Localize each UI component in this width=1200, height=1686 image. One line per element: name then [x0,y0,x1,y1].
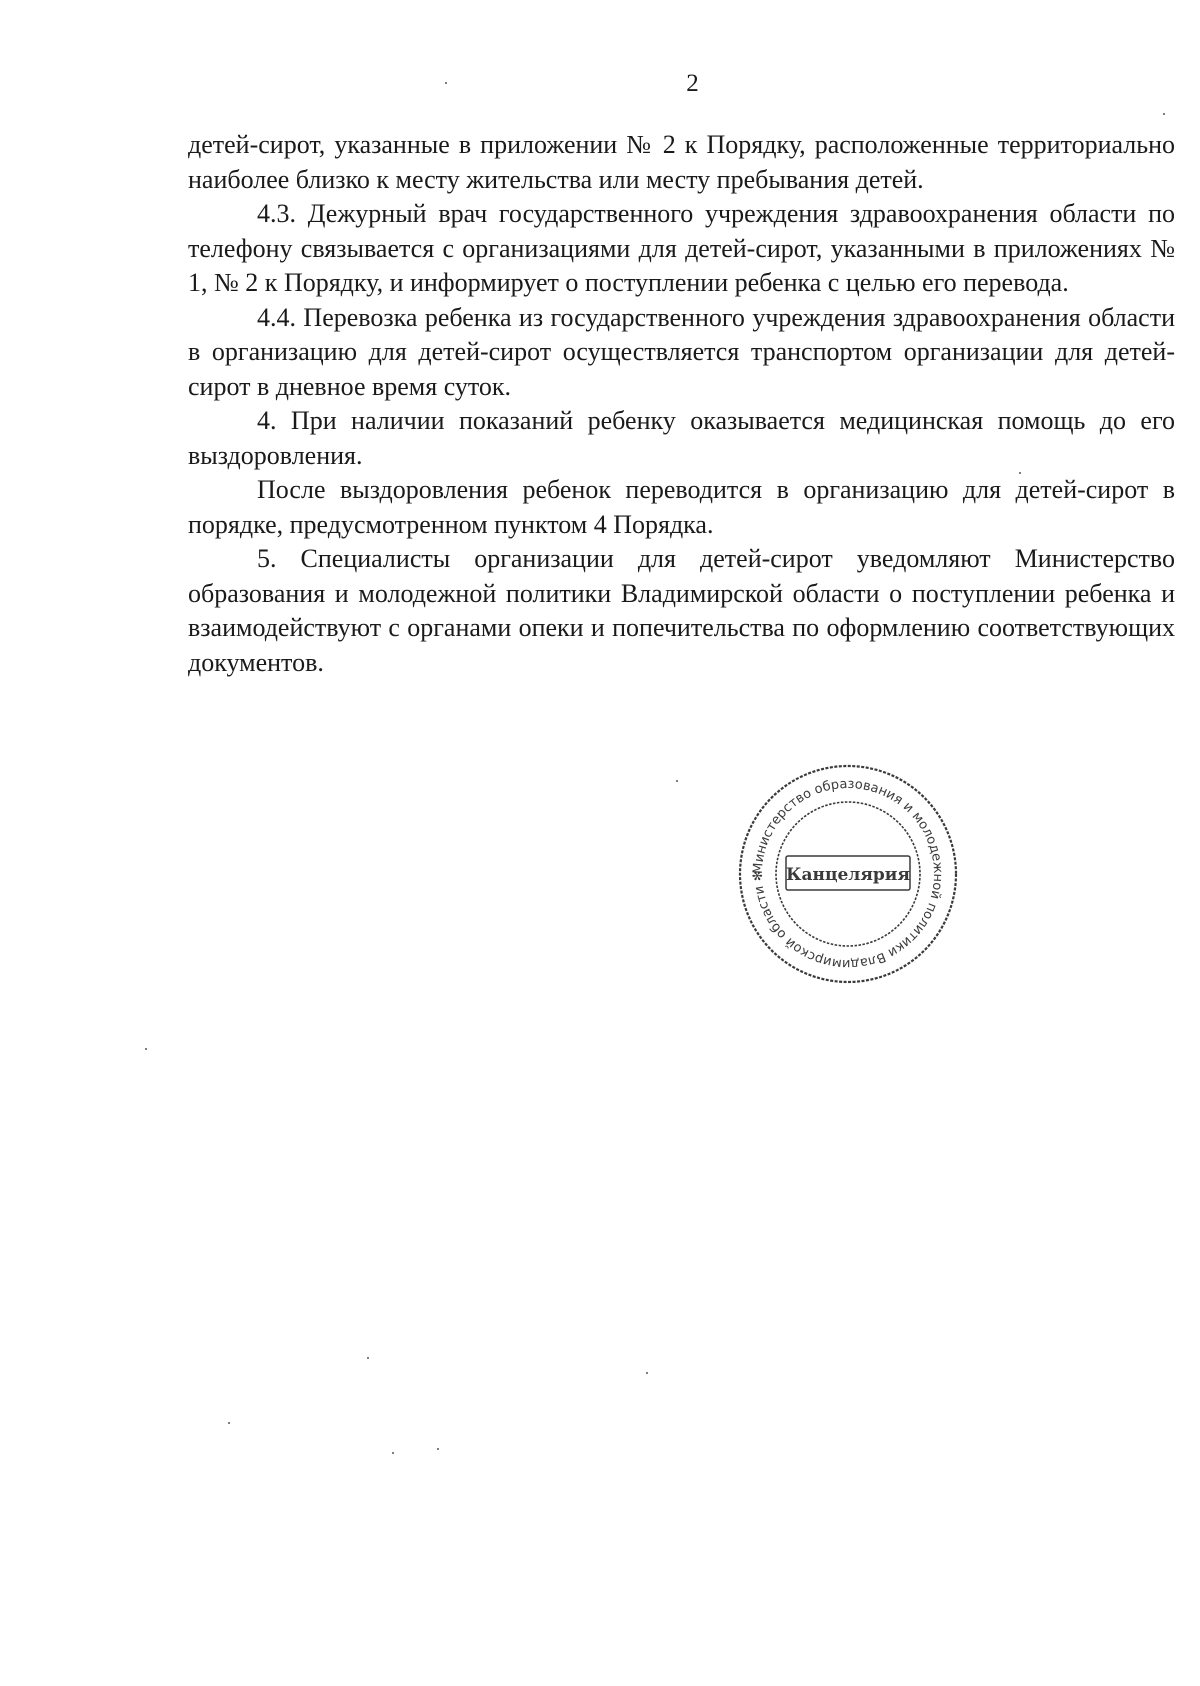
paragraph-4: 4. При наличии показаний ребенку оказывается медицинская помощь до его выздоровления. [188,406,1175,470]
page-number: 2 [686,70,699,97]
scan-speck [1019,472,1021,474]
paragraph-after-recovery: После выздоровления ребенок переводится в организацию для детей-сирот в порядке, предусмотренном пунктом 4 Порядка. [188,475,1175,539]
scan-speck [228,1422,230,1424]
paragraph-continuation: детей-сирот, указанные в приложении № 2 к Порядку, расположенные территориально наиболее близко к месту жительства или месту пребывания детей. [188,130,1175,194]
stamp-ring-text: Министерство образования и молодежной политики Владимирской области ✻ [750,776,946,972]
stamp-center-text: Канцелярия [786,865,910,885]
scan-speck [646,1372,648,1374]
paragraph-5: 5. Специалисты организации для детей-сирот уведомляют Министерство образования и молодежной политики Владимирской области о поступлении ребенка и взаимодействуют с органами опеки и попечительства по оформлению соответствующих документов. [188,544,1175,677]
scan-speck [676,780,678,782]
office-stamp [732,758,964,990]
scan-speck [392,1452,394,1454]
document-body [188,128,1175,680]
scan-speck [437,1448,439,1450]
paragraph-4-4: 4.4. Перевозка ребенка из государственного учреждения здравоохранения области в организацию для детей-сирот осуществляется транспортом организации для детей-сирот в дневное время суток. [188,302,1175,401]
scan-speck [145,1048,147,1050]
paragraph-4-3: 4.3. Дежурный врач государственного учреждения здравоохранения области по телефону связывается с организациями для детей-сирот, указанными в приложениях № 1, № 2 к Порядку, и информирует о поступлении ребенка с целью его перевода. [188,199,1175,297]
scan-speck [445,82,447,84]
stamp-seal-icon [732,758,964,990]
scan-speck [367,1357,369,1359]
scan-speck [1163,113,1165,115]
